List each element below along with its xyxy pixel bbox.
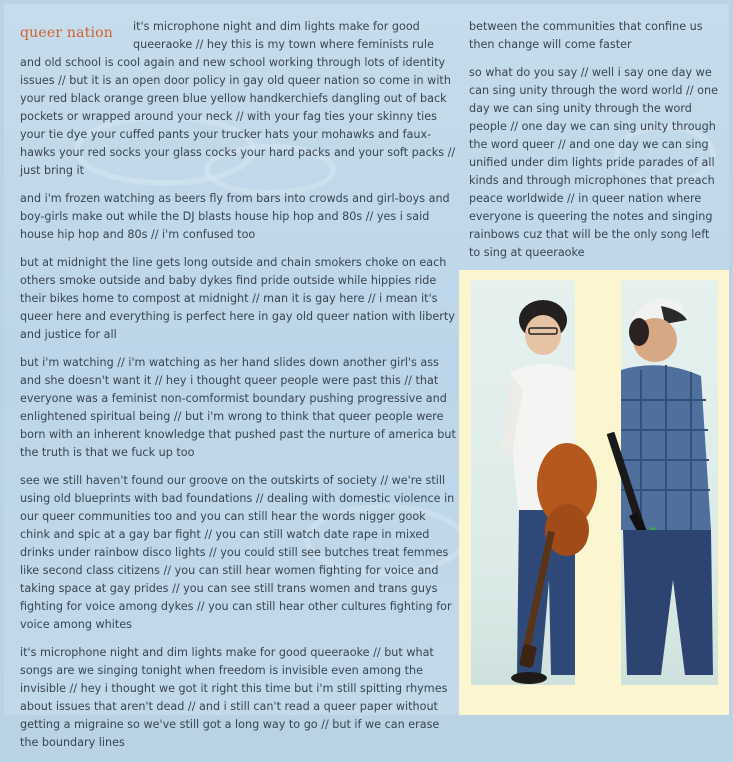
lyric-paragraph: so what do you say // well i say one day we can sing unity through the word world // one day we can sing unity through the word people // one day we can sing unity through the word queer // and one day we can sing unified under dim lights pride parades of all kinds and through microphones that preach peace worldwide // in queer nation where everyone is queering the notes and singing rainbows cuz that will be the only song left to sing at queeraoke <box>469 66 718 259</box>
photo-frame <box>459 270 729 715</box>
gamer-figure-illustration <box>621 280 718 685</box>
photo-panel-gamer <box>621 280 718 685</box>
lyric-paragraph: queer nation it's microphone night and dim lights make for good queeraoke // hey this is my town where feminists rule and old school is cool again and new school working through lots of identity issues // but it is an open door policy in gay old queer nation so come in with your red black orange green blue yellow handkerchiefs dangling out of back pockets or wrapped around your neck // with your fag ties your skinny ties your tie dye your cuffed pants your trucker hats your mohawks and faux-hawks your red socks your glass cocks your hard packs and your soft packs // just bring it <box>20 20 456 177</box>
photo-panel-guitarist <box>471 280 575 685</box>
guitarist-figure-illustration <box>471 280 575 685</box>
song-title: queer nation <box>20 25 114 41</box>
lyric-paragraph: it's microphone night and dim lights make for good queeraoke // but what songs are we singing tonight when freedom is invisible even among the invisible // hey i thought we got it right this time but i'm still spitting rhymes about issues that aren't dead // and i still can't read a queer paper without getting a migraine so we've still got a long way to go // but if we can erase the boundary lines <box>20 646 448 749</box>
lyric-paragraph: but i'm watching // i'm watching as her hand slides down another girl's ass and she doesn't want it // hey i thought queer people were past this // that everyone was a feminist non-comformist boundary pushing progressive and enlightened spiritual being // but i'm wrong to think that queer people were born with an inherent knowledge that pushed past the nurture of america but the truth is that we fuck up too <box>20 356 456 459</box>
lyric-paragraph: between the communities that confine us then change will come faster <box>469 20 703 51</box>
lyric-paragraph: see we still haven't found our groove on the outskirts of society // we're still using old blueprints with bad foundations // dealing with domestic violence in our queer communities too and you can still hear the words nigger gook chink and spic at a gay bar fight // you can still watch date rape in mixed drinks under rainbow disco lights // you could still see butches treat femmes like second class citizens // you can still hear women fighting for voice and taking space at gay prides // you can see still trans women and trans guys fighting for voice among dykes // you can still hear other cultures fighting for voice among whites <box>20 474 455 631</box>
lyric-page <box>4 4 729 749</box>
lyrics-right-column <box>469 18 721 272</box>
lyrics-left-column <box>20 18 458 762</box>
lyric-paragraph: and i'm frozen watching as beers fly from bars into crowds and girl-boys and boy-girls make out while the DJ blasts house hip hop and 80s // yes i said house hip hop and 80s // i'm confused too <box>20 192 450 241</box>
lyric-paragraph: but at midnight the line gets long outside and chain smokers choke on each others smoke outside and baby dykes find pride outside while hippies ride their bikes home to compost at midnight // man it is gay here // i mean it's queer here and everything is perfect here in gay old queer nation with liberty and justice for all <box>20 256 455 341</box>
